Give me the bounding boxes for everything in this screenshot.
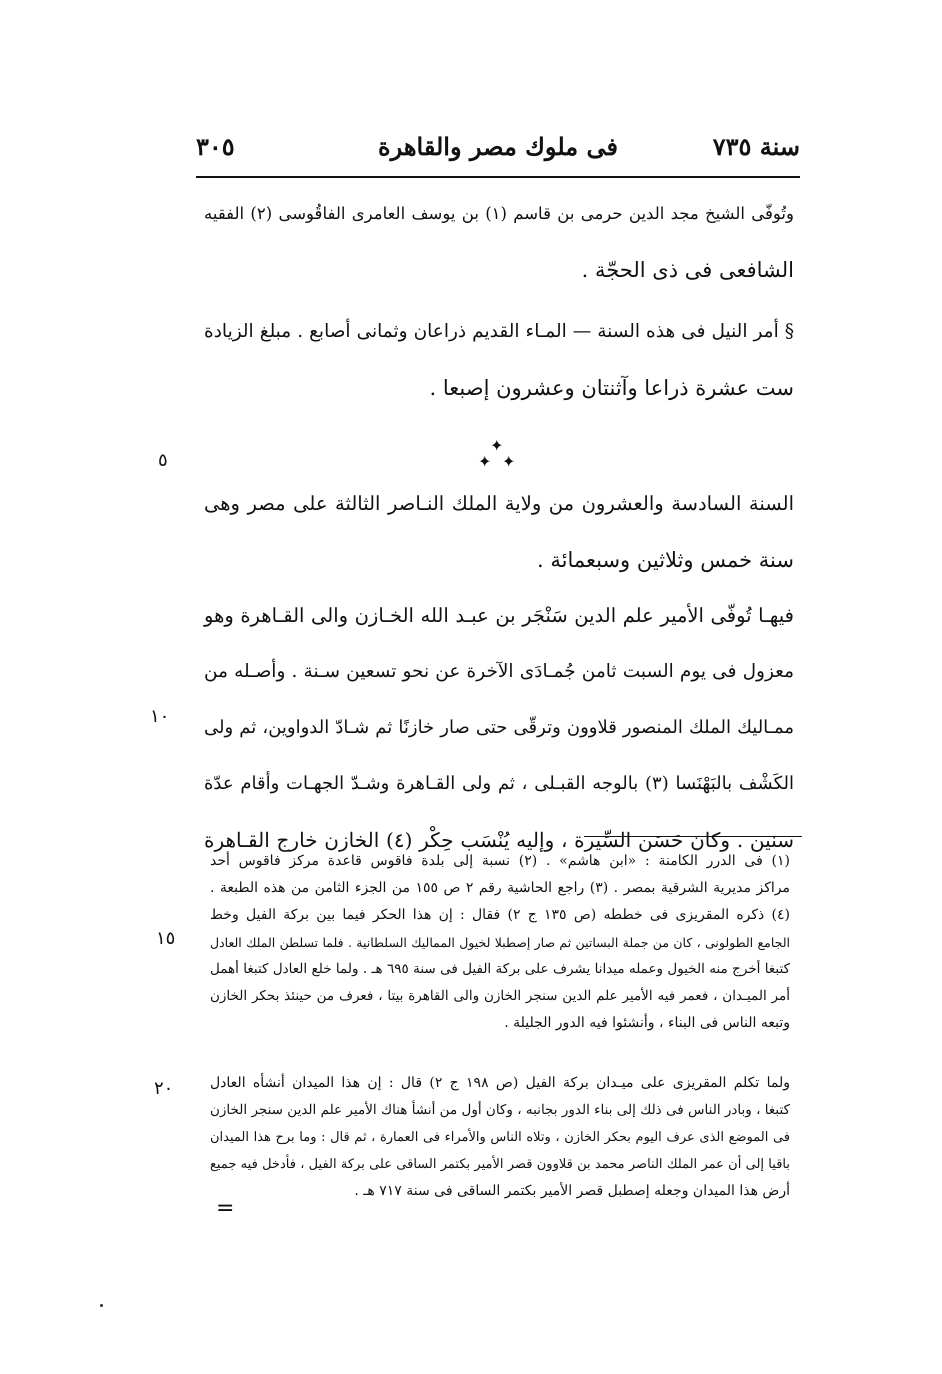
paragraph-year-heading bbox=[204, 476, 794, 588]
footnote-line: كتبغا ، وبادر الناس فى ذلك إلى بناء الدور بجانبه ، وكان أول من أنشأ هناك الأمير علم الدين سنجر الخازن bbox=[210, 1102, 790, 1118]
text-line: الكَشْف بالبَهْنَسا (٣) بالوجه القبـلى ، ثم ولى القـاهرة وشـدّ الجهـات وأقام عدّة bbox=[204, 773, 794, 794]
star-icon: ✦ bbox=[490, 436, 504, 455]
paragraph-death-notice-majd bbox=[204, 186, 794, 298]
footnotes-block-1 bbox=[210, 848, 790, 1037]
running-header bbox=[196, 126, 800, 170]
paragraph-nile-levels bbox=[204, 304, 794, 416]
star-icon: ✦ bbox=[478, 452, 492, 471]
page-number: ٣٠٥ bbox=[196, 132, 235, 161]
text-line: السنة السادسة والعشرون من ولاية الملك النـاصر الثالثة على مصر وهى bbox=[204, 492, 794, 515]
text-line: معزول فى يوم السبت ثامن جُمـادَى الآخرة عن نحو تسعين سـنة . وأصـله من bbox=[204, 661, 794, 682]
footnote-line: أمر الميـدان ، فعمر فيه الأمير علم الدين سنجر الخازن والى القاهرة بيتا ، فعرف من حينئذ بحكر الخازن bbox=[210, 988, 790, 1004]
header-rule bbox=[196, 176, 800, 178]
footnote-line: وتبعه الناس فى البناء ، وأنشئوا فيه الدور الجليلة . bbox=[504, 1015, 790, 1031]
footnotes-block-2 bbox=[210, 1070, 790, 1205]
header-year: سنة ٧٣٥ bbox=[712, 132, 800, 161]
text-line: ممـاليك الملك المنصور قلاوون وترقّى حتى صار خازنًا ثم شـادّ الدواوين، ثم ولى bbox=[204, 717, 794, 738]
section-separator-ornament bbox=[478, 436, 518, 470]
footnote-line: (١) فى الدرر الكامنة : «ابن هاشم» . (٢) نسبة إلى بلدة فاقوس قاعدة مركز فاقوس أحد bbox=[210, 853, 790, 869]
text-line: الشافعى فى ذى الحجّة . bbox=[581, 258, 794, 282]
footnote-line: مراكز مديرية الشرقية بمصر . (٣) راجع الحاشية رقم ٢ ص ١٥٥ من الجزء الثامن من هذه الطبعة . bbox=[210, 880, 790, 896]
star-icon: ✦ bbox=[502, 452, 516, 471]
line-number-20: ٢٠ bbox=[154, 1078, 174, 1099]
footnote-line: فى الموضع الذى عرف اليوم بحكر الخازن ، وتلاه الناس والأمراء فى العمارة ، ثم قال : وما برح هذا الميدان bbox=[210, 1130, 790, 1145]
footnote-line: الجامع الطولونى ، كان من جملة البساتين ثم صار إصطبلا لخيول المماليك السلطانية . فلما تسلطن الملك العادل bbox=[210, 935, 790, 950]
paragraph-sanjar-biography bbox=[204, 588, 794, 868]
footnote-line: ولما تكلم المقريزى على ميـدان بركة الفيل (ص ١٩٨ ج ٢) قال : إن هذا الميدان أنشأه العادل bbox=[210, 1075, 791, 1091]
line-number-15: ١٥ bbox=[156, 928, 176, 949]
footnote-rule bbox=[584, 836, 802, 837]
footnote-line: باقيا إلى أن عمر الملك الناصر محمد بن قلاوون قصر الأمير بكتمر الساقى على بركة الفيل ، فأدخل فيه جميع bbox=[210, 1157, 790, 1172]
text-line: وتُوفّى الشيخ مجد الدين حرمى بن قاسم (١) بن يوسف العامرى الفاقُوسى (٢) الفقيه bbox=[204, 204, 794, 223]
text-line: فيهـا تُوفّى الأمير علم الدين سَنْجَر بن عبـد الله الخـازن والى القـاهرة وهو bbox=[204, 604, 794, 627]
footnote-line: كتبغا أخرج منه الخيول وعمله ميدانا يشرف على بركة الفيل فى سنة ٦٩٥ هـ . ولما خلع العادل كتبغا أهمل bbox=[210, 961, 790, 977]
footnote-line: أرض هذا الميدان وجعله إصطبل قصر الأمير بكتمر الساقى فى سنة ٧١٧ هـ . bbox=[354, 1183, 790, 1199]
continuation-mark: = bbox=[216, 1196, 235, 1221]
text-line: ست عشرة ذراعا وآثنتان وعشرون إصبعا . bbox=[429, 376, 794, 400]
text-line: سنين . وكان حَسَن السِّيرة ، وإليه يُنْسَب حِكْر (٤) الخازن خارج القـاهرة bbox=[204, 828, 794, 852]
header-title: فى ملوك مصر والقاهرة bbox=[378, 132, 618, 161]
page-speck bbox=[100, 1304, 103, 1307]
line-number-10: ١٠ bbox=[150, 706, 170, 727]
footnote-line: (٤) ذكره المقريزى فى خططه (ص ١٣٥ ج ٢) فقال : إن هذا الحكر فيما بين بركة الفيل وخط bbox=[210, 907, 791, 923]
text-line: سنة خمس وثلاثين وسبعمائة . bbox=[537, 548, 794, 572]
text-line: § أمر النيل فى هذه السنة — المـاء القديم ذراعان وثمانى أصابع . مبلغ الزيادة bbox=[204, 321, 794, 342]
line-number-5: ٥ bbox=[158, 450, 168, 471]
